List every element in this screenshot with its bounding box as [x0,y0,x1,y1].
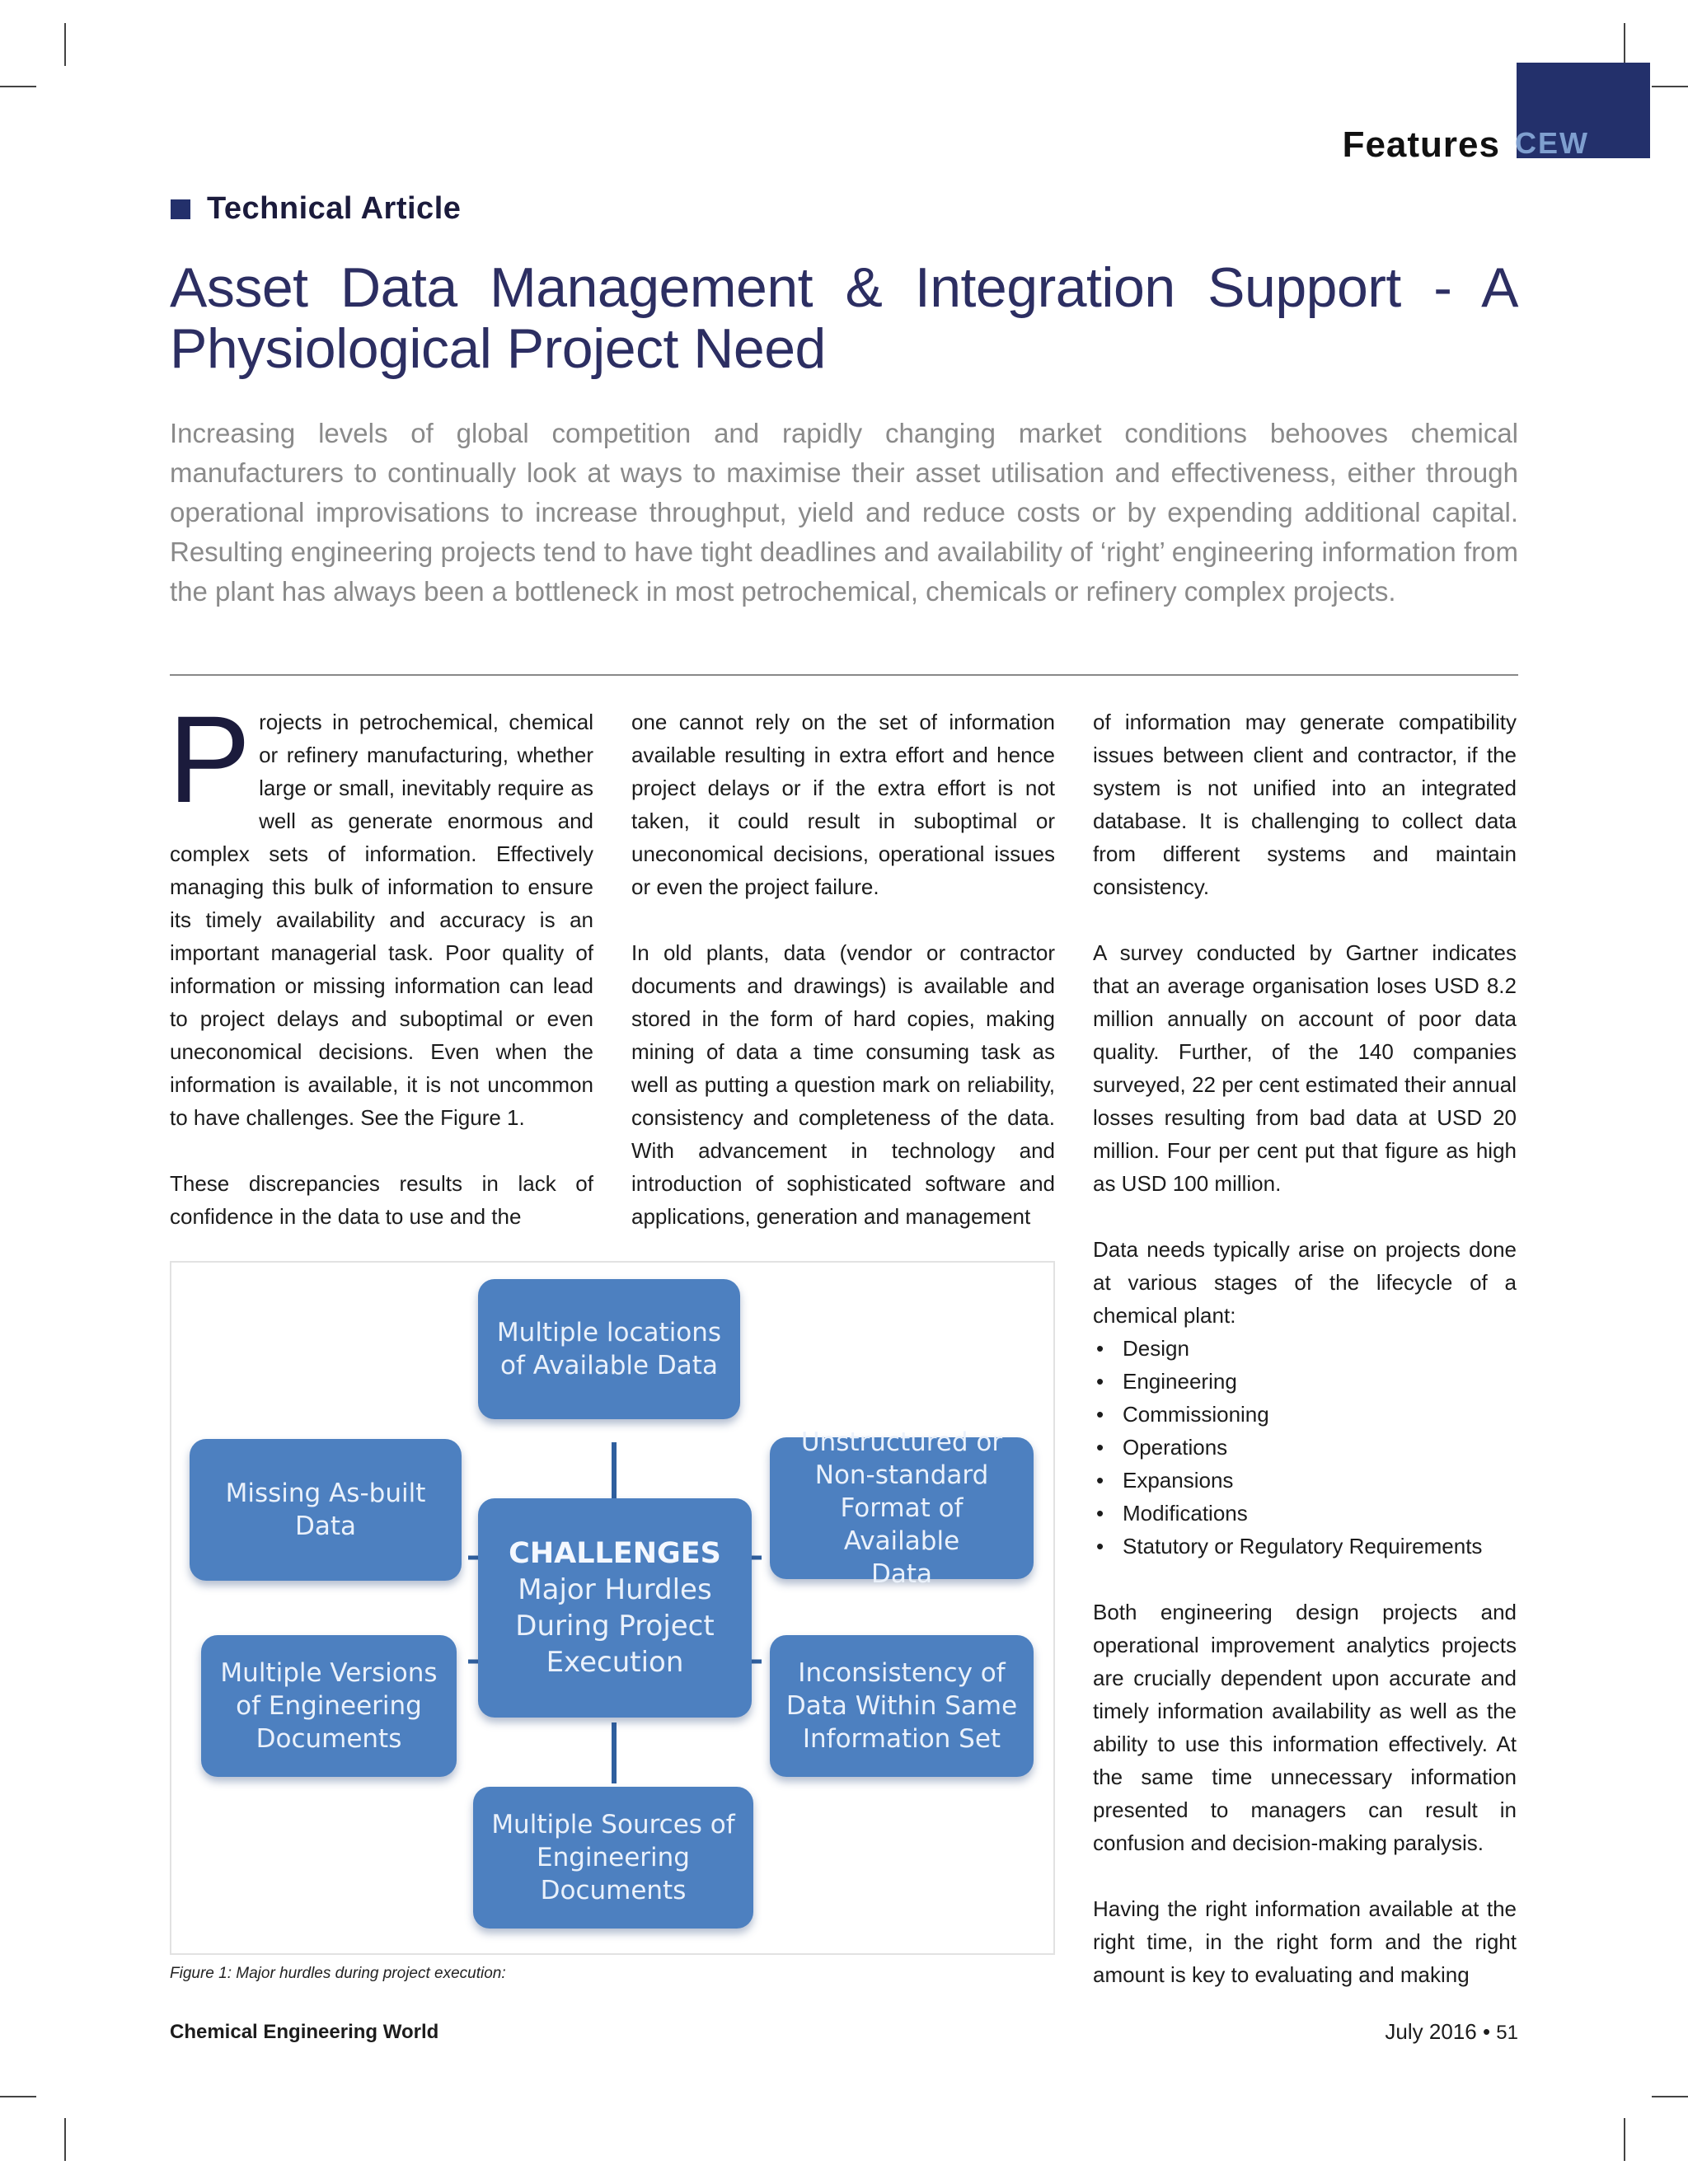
category-tag [171,191,461,227]
lifecycle-list [1093,1332,1517,1563]
crop-mark [1624,23,1625,66]
page-info [1385,2019,1518,2045]
divider [170,674,1518,676]
crop-mark [1624,2118,1625,2161]
node-multiple-locations: Multiple locations of Available Data [478,1279,740,1419]
node-challenges-center [478,1498,752,1718]
paragraph: Both engineering design projects and operational improvement analytics projects are crucially dependent upon accurate and timely information availability as well as the ability to use this information effectively. At the same time unnecessary information presented to managers can result in confusion and decision-making paralysis. [1093,1600,1517,1855]
crop-mark [0,2096,36,2097]
list-item: • Design [1093,1332,1517,1365]
body-column-2 [631,705,1055,1233]
list-item: • Operations [1093,1431,1517,1464]
node-missing-as-built: Missing As-built Data [190,1439,462,1581]
paragraph: one cannot rely on the set of information available resulting in extra effort and hence project delays or if the extra effort is not taken, it could result in suboptimal or uneconomical decisions, operational issues or even the project failure. [631,710,1055,899]
section-heading: Features [1342,124,1500,165]
list-item: • Commissioning [1093,1398,1517,1431]
list-item: • Statutory or Regulatory Requirements [1093,1530,1517,1563]
article-intro: Increasing levels of global competition and rapidly changing market conditions behooves chemical manufacturers to continually look at ways to maximise their asset utilisation and effectiveness, either through operational improvisations to increase throughput, yield and reduce costs or by expending additional capital. Resulting engineering projects tend to have tight deadlines and availability of ‘right’ engineering information from the plant has always been a bottleneck in most petrochemical, chemicals or refinery complex projects. [170,418,1518,607]
paragraph: of information may generate compatibility issues between client and contractor, if the system is not unified into an integrated database. It is challenging to collect data from different systems and maintain consistency. [1093,710,1517,899]
page-number: 51 [1496,2022,1518,2044]
center-subtitle: Major Hurdles During Project Execution [515,1573,715,1679]
list-item: • Modifications [1093,1497,1517,1530]
issue-date: July 2016 [1385,2019,1477,2044]
separator-bullet: • [1482,2019,1491,2044]
publication-name: Chemical Engineering World [170,2021,439,2043]
category-label: Technical Article [207,191,462,226]
crop-mark [1652,2096,1688,2097]
paragraph-text: rojects in petrochemical, chemical or refinery manufacturing, whether large or small, inevitably require as well as generate enormous and complex sets of information. Effectively managing this bulk of information to ensure its timely availability and accuracy is an important managerial task. Poor quality of information or missing information can lead to project delays and suboptimal or even uneconomical decisions. Even when the information is available, it is not uncommon to have challenges. See the Figure 1. [170,710,593,1130]
node-multiple-sources: Multiple Sources of Engineering Documents [473,1787,753,1929]
node-multiple-versions: Multiple Versions of Engineering Documents [201,1635,457,1777]
article-title: Asset Data Management & Integration Support - A Physiological Project Need [170,256,1518,380]
drop-cap: P [168,690,251,828]
paragraph [168,690,593,1134]
paragraph: These discrepancies results in lack of confidence in the data to use and the [170,1171,593,1229]
paragraph: A survey conducted by Gartner indicates that an average organisation loses USD 8.2 million annually on account of poor data quality. Further, of the 140 companies surveyed, 22 per cent estimated their annual losses resulting from bad data at USD 20 million. Four per cent put that figure as high as USD 100 million. [1093,940,1517,1196]
list-item: • Expansions [1093,1464,1517,1497]
body-column-1 [168,690,593,1233]
paragraph: In old plants, data (vendor or contractor documents and drawings) is available and stored in the form of hard copies, making mining of data a time consuming task as well as putting a question mark on reliability, consistency and completeness of the data. With advancement in technology and introduction of sophisticated software and applications, generation and management [631,940,1055,1229]
square-bullet-icon [171,199,190,219]
paragraph: Data needs typically arise on projects done at various stages of the lifecycle of a chemical plant: [1093,1237,1517,1328]
node-inconsistency: Inconsistency of Data Within Same Information Set [770,1635,1034,1777]
figure-caption: Figure 1: Major hurdles during project execution: [170,1965,506,1982]
paragraph: Having the right information available at the right time, in the right form and the right amount is key to evaluating and making [1093,1896,1517,1987]
crop-mark [64,2118,66,2161]
crop-mark [0,86,36,87]
figure-challenges [170,1261,1055,1955]
body-column-3 [1093,705,1517,1991]
brand-label: CEW [1515,126,1589,160]
list-item: • Engineering [1093,1365,1517,1398]
center-heading: CHALLENGES [509,1537,721,1570]
crop-mark [64,23,66,66]
crop-mark [1652,86,1688,87]
node-unstructured-format: Unstructured or Non-standard Format of Available Data [770,1437,1034,1579]
